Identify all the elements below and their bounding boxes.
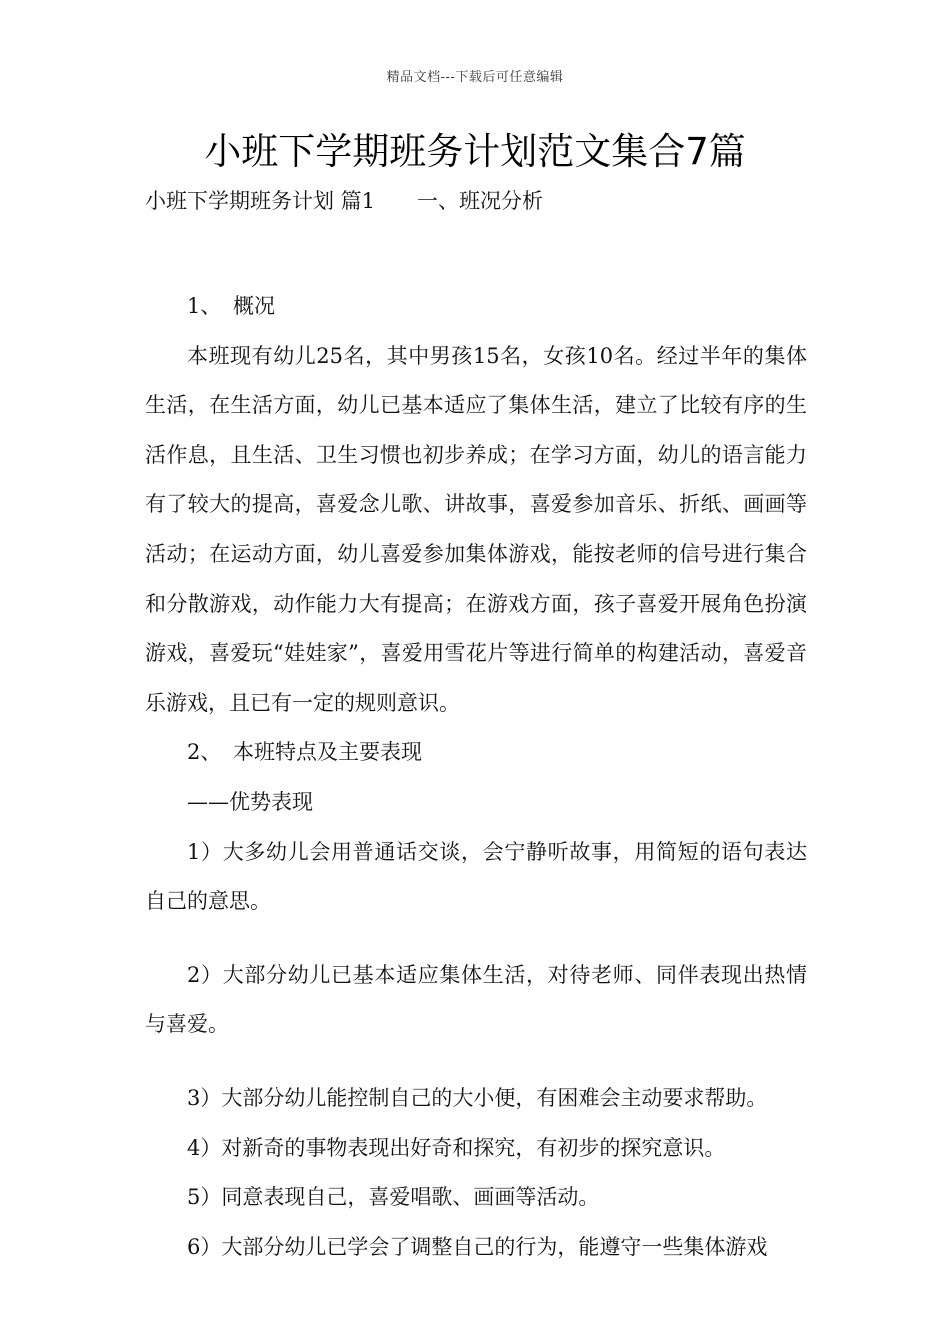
section-title-2: 本班特点及主要表现 — [233, 740, 422, 765]
list-item: 6）大部分幼儿已学会了调整自己的行为，能遵守一些集体游戏 — [187, 1234, 768, 1259]
list-item: 1）大多幼儿会用普通话交谈，会宁静听故事，用简短的语句表达自己的意思。 — [145, 839, 807, 914]
subtitle-right: 一、班况分析 — [417, 189, 544, 213]
header-note: 精品文档---下载后可任意编辑 — [386, 70, 564, 85]
subtitle-left: 小班下学期班务计划 篇1 — [145, 189, 376, 213]
section-heading-1 — [145, 282, 807, 332]
advantages-heading: ——优势表现 — [187, 789, 313, 814]
list-item: 5）同意表现自己，喜爱唱歌、画画等活动。 — [187, 1185, 600, 1210]
section-number-1: 1、 — [187, 294, 222, 318]
document-body — [145, 282, 807, 1272]
list-item: 4）对新奇的事物表现出好奇和探究，有初步的探究意识。 — [187, 1135, 726, 1160]
paragraph-overview: 本班现有幼儿25名，其中男孩15名，女孩10名。经过半年的集体生活，在生活方面，幼儿已基本适应了集体生活，建立了比较有序的生活作息，且生活、卫生习惯也初步养成；在学习方面，幼儿的语言能力有了较大的提高，喜爱念儿歌、讲故事，喜爱参加音乐、折纸、画画等活动；在运动方面，幼儿喜爱参加集体游戏，能按老师的信号进行集合和分散游戏，动作能力大有提高；在游戏方面，孩子喜爱开展角色扮演游戏，喜爱玩“娃娃家”，喜爱用雪花片等进行简单的构建活动，喜爱音乐游戏，且已有一定的规则意识。 — [145, 343, 807, 715]
section-title-1: 概况 — [233, 294, 275, 318]
list-item: 3）大部分幼儿能控制自己的大小便，有困难会主动要求帮助。 — [187, 1085, 768, 1110]
subtitle-line — [145, 184, 543, 218]
list-item: 2）大部分幼儿已基本适应集体生活，对待老师、同伴表现出热情与喜爱。 — [145, 962, 807, 1037]
section-heading-2 — [145, 728, 807, 778]
document-title: 小班下学期班务计划范文集合7篇 — [204, 130, 746, 173]
section-number-2: 2、 — [187, 740, 222, 765]
